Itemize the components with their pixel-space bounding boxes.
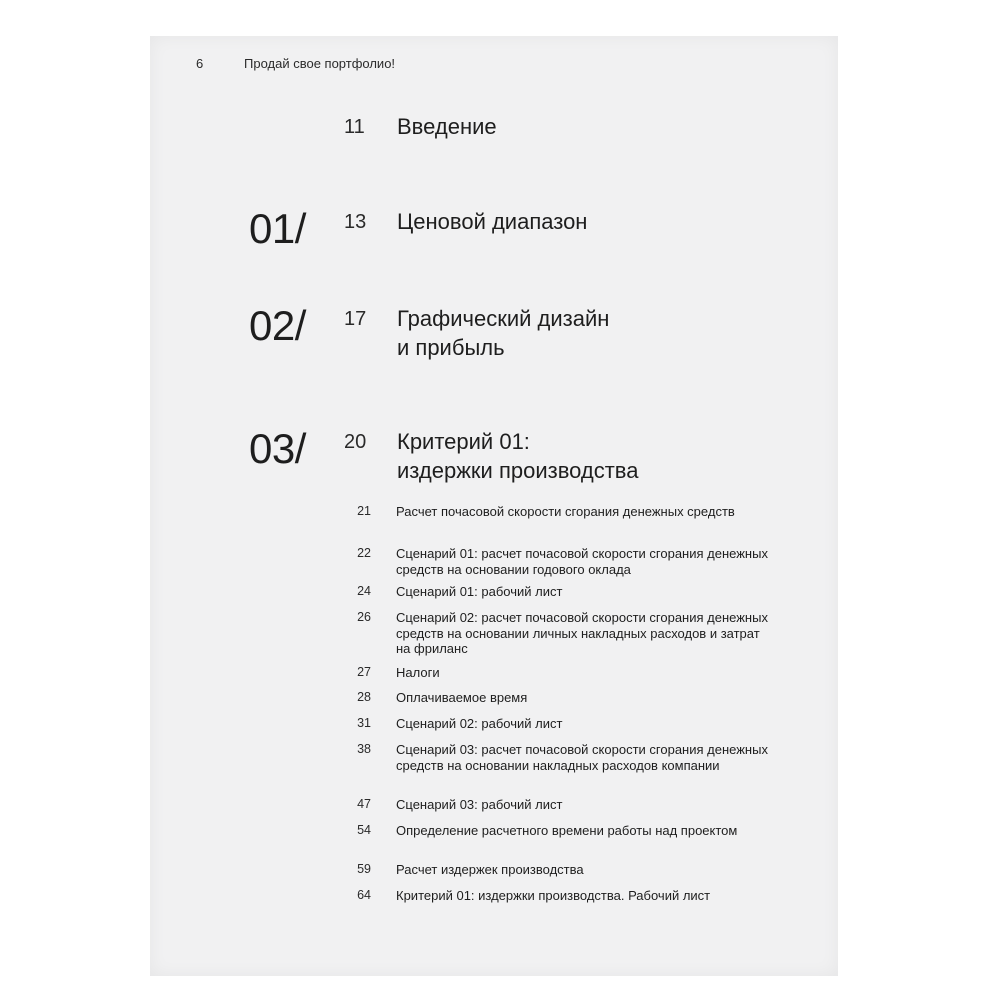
subentry-title: Оплачиваемое время <box>396 690 528 705</box>
subentry-page: 31 <box>357 716 371 730</box>
subentry-title: Сценарий 02: расчет почасовой скорости сгорания денежных средств на основании личных накладных расходов и затрат на фриланс <box>396 610 768 656</box>
chapter-3-page: 20 <box>344 431 367 453</box>
subentry-page: 28 <box>357 690 371 704</box>
chapter-1-label: 01/ <box>249 205 306 252</box>
subentry-title: Расчет почасовой скорости сгорания денежных средств <box>396 504 735 519</box>
chapter-3-label: 03/ <box>249 425 306 472</box>
subentry-title: Расчет издержек производства <box>396 862 584 877</box>
subentry-page: 64 <box>357 888 371 902</box>
toc-intro-page: 11 <box>344 116 365 138</box>
chapter-2-label: 02/ <box>249 302 306 349</box>
subentry-page: 26 <box>357 610 371 624</box>
subentry-page: 27 <box>357 665 371 679</box>
chapter-2-page: 17 <box>344 308 367 330</box>
subentry-title: Сценарий 01: рабочий лист <box>396 584 563 599</box>
subentry-title: Сценарий 02: рабочий лист <box>396 716 563 731</box>
subentry-title: Налоги <box>396 665 440 680</box>
running-title: Продай свое портфолио! <box>244 56 396 71</box>
page-number: 6 <box>196 56 204 71</box>
subentry-page: 21 <box>357 504 371 518</box>
subentry-page: 54 <box>357 823 371 837</box>
subentry-title: Сценарий 01: расчет почасовой скорости сгорания денежных средств на основании годового оклада <box>396 546 768 577</box>
subentry-page: 47 <box>357 797 371 811</box>
toc-intro-title: Введение <box>397 114 497 139</box>
chapter-2-title-line1: Графический дизайн <box>397 306 610 331</box>
subentry-title: Критерий 01: издержки производства. Рабочий лист <box>396 888 711 903</box>
subentry-page: 59 <box>357 862 371 876</box>
subentry-title: Сценарий 03: расчет почасовой скорости сгорания денежных средств на основании накладных расходов компании <box>396 742 768 773</box>
chapter-3-title-line2: издержки производства <box>397 458 639 483</box>
chapter-1-page: 13 <box>344 211 367 233</box>
subentry-page: 24 <box>357 584 371 598</box>
subentry-title: Определение расчетного времени работы над проектом <box>396 823 738 838</box>
subentry-page: 22 <box>357 546 371 560</box>
subentry-page: 38 <box>357 742 371 756</box>
chapter-1-title: Ценовой диапазон <box>397 209 588 234</box>
chapter-2-title-line2: и прибыль <box>397 335 505 360</box>
subentry-title: Сценарий 03: рабочий лист <box>396 797 563 812</box>
chapter-3-title-line1: Критерий 01: <box>397 429 530 454</box>
